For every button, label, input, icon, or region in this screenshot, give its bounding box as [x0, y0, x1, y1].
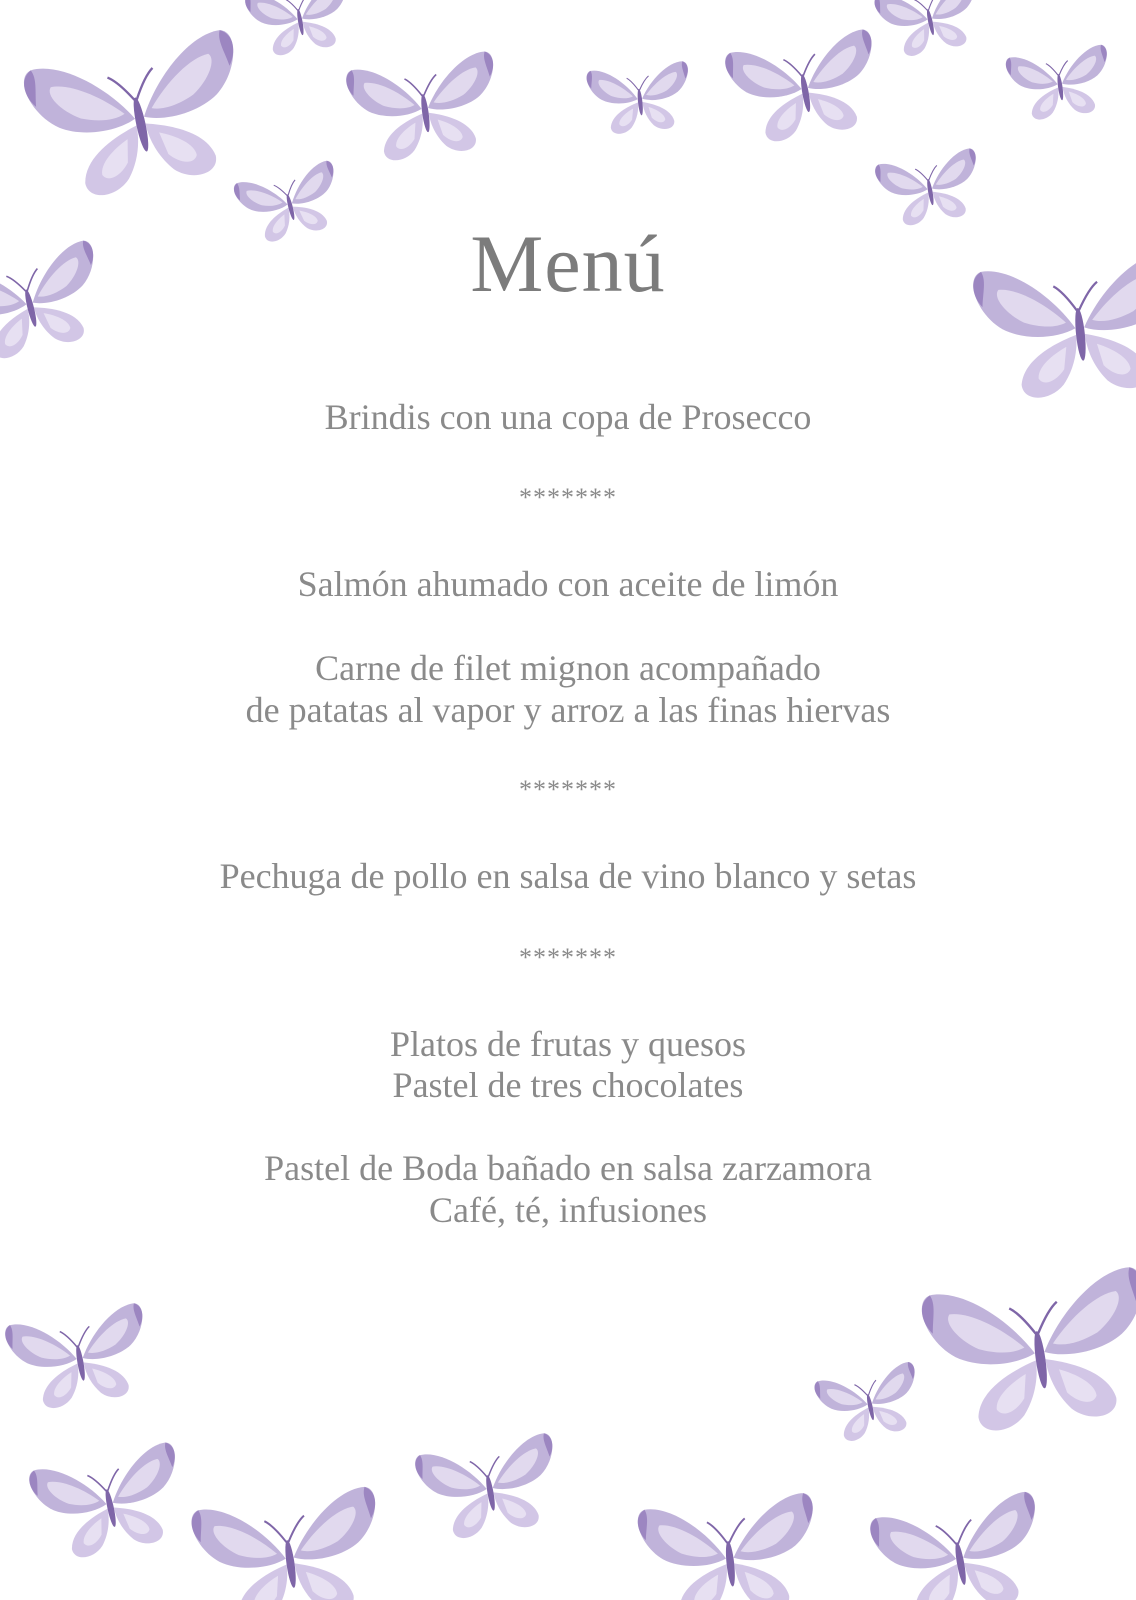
- menu-item-main-line-2: de patatas al vapor y arroz a las finas hiervas: [245, 690, 891, 730]
- separator: *******: [519, 483, 617, 512]
- butterfly-graphic: [1005, 44, 1115, 123]
- menu-item-dessert-line-1: Platos de frutas y quesos: [390, 1024, 746, 1064]
- menu-item-main-line-1: Carne de filet mignon acompañado: [315, 648, 821, 688]
- menu-item-cake-line-1: Pastel de Boda bañado en salsa zarzamora: [264, 1148, 872, 1188]
- butterfly-graphic: [345, 51, 505, 166]
- separator: *******: [519, 943, 617, 972]
- butterfly-graphic: [920, 1266, 1136, 1439]
- butterfly-graphic: [813, 1361, 926, 1446]
- butterfly-graphic: [414, 1432, 566, 1544]
- menu-item-cake-line-2: Café, té, infusiones: [429, 1190, 707, 1230]
- menu-item-dessert-line-2: Pastel de tres chocolates: [392, 1065, 744, 1105]
- separator: *******: [519, 775, 617, 804]
- butterfly-graphic: [723, 28, 885, 148]
- menu-item-toast: Brindis con una copa de Prosecco: [324, 397, 812, 437]
- butterfly-graphic: [27, 1441, 192, 1565]
- butterfly-graphic: [873, 0, 986, 61]
- butterfly-graphic: [586, 61, 694, 137]
- butterfly-graphic: [868, 1491, 1051, 1600]
- menu-title: Menú: [470, 218, 666, 309]
- butterfly-graphic: [190, 1486, 390, 1600]
- butterfly-graphic: [21, 28, 258, 207]
- menu-item-chicken: Pechuga de pollo en salsa de vino blanco y setas: [219, 856, 917, 896]
- menu-item-starter: Salmón ahumado con aceite de limón: [297, 564, 839, 604]
- butterfly-graphic: [636, 1492, 823, 1600]
- butterfly-graphic: [4, 1302, 156, 1414]
- butterfly-graphic: [244, 0, 356, 60]
